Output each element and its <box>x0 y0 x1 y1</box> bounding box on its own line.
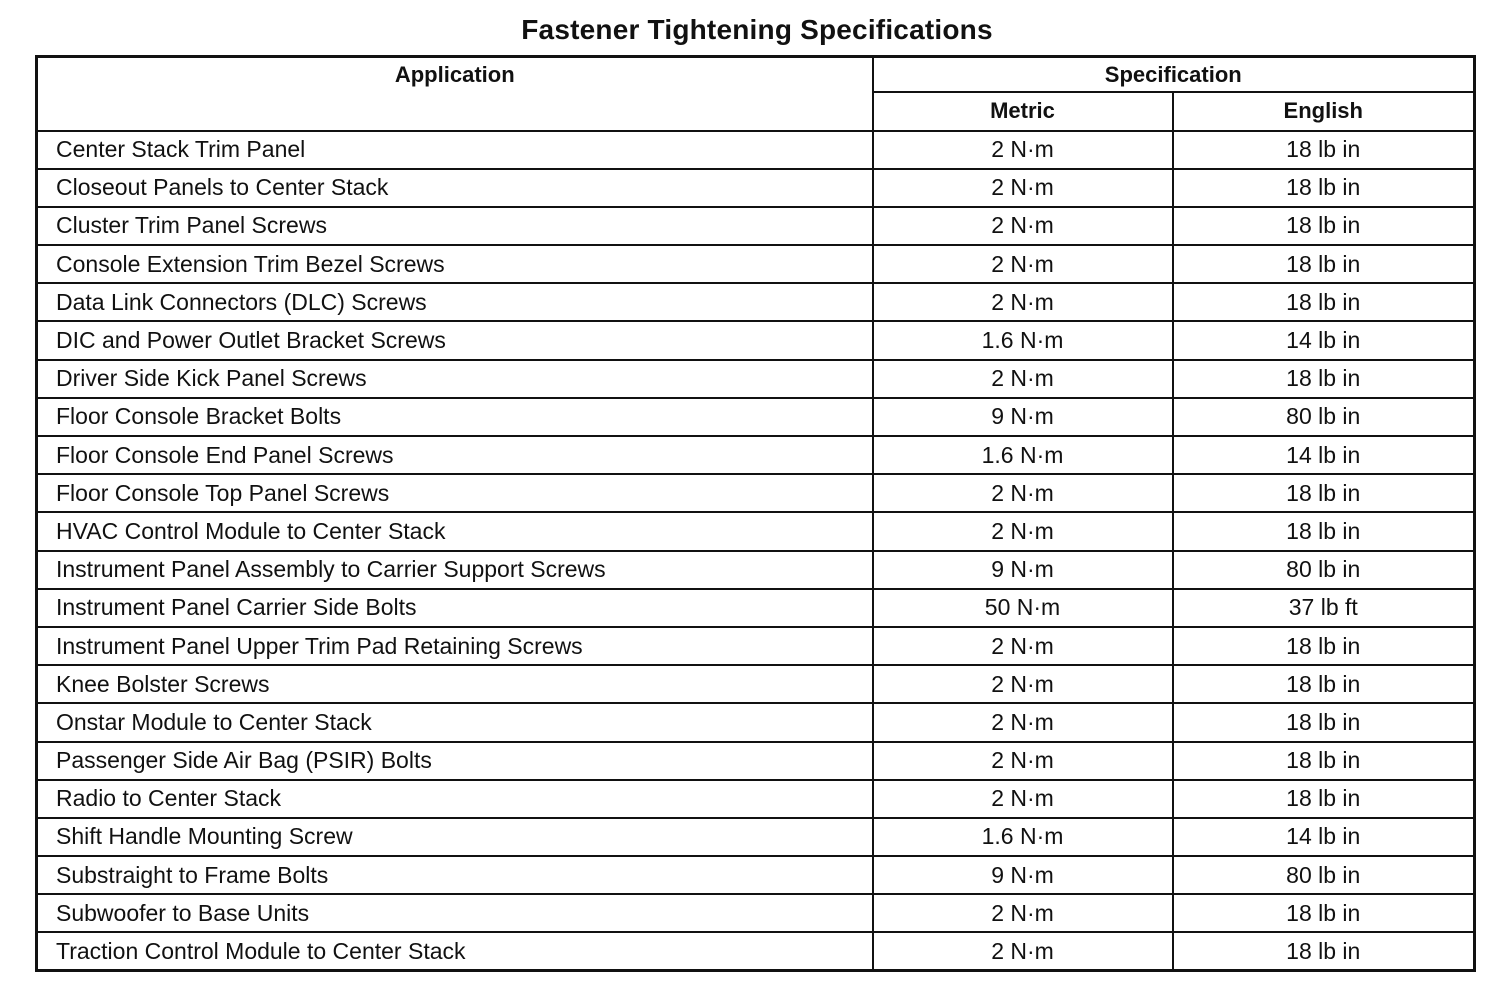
english-cell: 80 lb in <box>1173 398 1475 436</box>
application-cell: DIC and Power Outlet Bracket Screws <box>37 321 873 359</box>
application-cell: Shift Handle Mounting Screw <box>37 818 873 856</box>
metric-cell: 1.6 N·m <box>873 818 1173 856</box>
table-row <box>37 436 1475 474</box>
english-cell: 14 lb in <box>1173 321 1475 359</box>
metric-cell: 9 N·m <box>873 856 1173 894</box>
metric-cell: 2 N·m <box>873 742 1173 780</box>
application-cell: Closeout Panels to Center Stack <box>37 169 873 207</box>
english-cell: 18 lb in <box>1173 742 1475 780</box>
english-cell: 18 lb in <box>1173 283 1475 321</box>
english-cell: 14 lb in <box>1173 818 1475 856</box>
metric-cell: 2 N·m <box>873 131 1173 169</box>
metric-cell: 1.6 N·m <box>873 436 1173 474</box>
application-cell: Console Extension Trim Bezel Screws <box>37 245 873 283</box>
table-row <box>37 665 1475 703</box>
english-cell: 18 lb in <box>1173 703 1475 741</box>
specification-column-header: Specification <box>873 57 1475 92</box>
english-cell: 18 lb in <box>1173 245 1475 283</box>
english-cell: 18 lb in <box>1173 207 1475 245</box>
metric-cell: 2 N·m <box>873 665 1173 703</box>
english-cell: 18 lb in <box>1173 665 1475 703</box>
application-cell: Radio to Center Stack <box>37 780 873 818</box>
metric-cell: 9 N·m <box>873 551 1173 589</box>
application-column-header: Application <box>37 57 873 131</box>
table-row <box>37 551 1475 589</box>
metric-cell: 2 N·m <box>873 207 1173 245</box>
metric-cell: 2 N·m <box>873 283 1173 321</box>
english-column-header: English <box>1173 92 1475 131</box>
metric-cell: 50 N·m <box>873 589 1173 627</box>
table-row <box>37 321 1475 359</box>
application-cell: Data Link Connectors (DLC) Screws <box>37 283 873 321</box>
metric-cell: 2 N·m <box>873 245 1173 283</box>
application-cell: Substraight to Frame Bolts <box>37 856 873 894</box>
english-cell: 18 lb in <box>1173 780 1475 818</box>
metric-cell: 2 N·m <box>873 703 1173 741</box>
table-row <box>37 512 1475 550</box>
english-cell: 18 lb in <box>1173 627 1475 665</box>
table-row <box>37 703 1475 741</box>
english-cell: 18 lb in <box>1173 131 1475 169</box>
table-body <box>37 131 1475 971</box>
metric-cell: 2 N·m <box>873 512 1173 550</box>
application-cell: HVAC Control Module to Center Stack <box>37 512 873 550</box>
table-row <box>37 627 1475 665</box>
metric-cell: 9 N·m <box>873 398 1173 436</box>
metric-cell: 2 N·m <box>873 627 1173 665</box>
english-cell: 80 lb in <box>1173 551 1475 589</box>
metric-column-header: Metric <box>873 92 1173 131</box>
metric-cell: 2 N·m <box>873 894 1173 932</box>
table-row <box>37 780 1475 818</box>
table-row <box>37 207 1475 245</box>
english-cell: 18 lb in <box>1173 894 1475 932</box>
application-cell: Onstar Module to Center Stack <box>37 703 873 741</box>
english-cell: 18 lb in <box>1173 474 1475 512</box>
table-row <box>37 474 1475 512</box>
fastener-spec-table <box>35 55 1476 972</box>
application-cell: Floor Console End Panel Screws <box>37 436 873 474</box>
application-cell: Driver Side Kick Panel Screws <box>37 360 873 398</box>
table-row <box>37 169 1475 207</box>
metric-cell: 2 N·m <box>873 932 1173 970</box>
table-row <box>37 932 1475 970</box>
table-header <box>37 57 1475 131</box>
english-cell: 18 lb in <box>1173 512 1475 550</box>
metric-cell: 2 N·m <box>873 474 1173 512</box>
metric-cell: 1.6 N·m <box>873 321 1173 359</box>
header-row <box>37 57 1475 92</box>
english-cell: 14 lb in <box>1173 436 1475 474</box>
english-cell: 80 lb in <box>1173 856 1475 894</box>
table-row <box>37 283 1475 321</box>
application-cell: Passenger Side Air Bag (PSIR) Bolts <box>37 742 873 780</box>
table-row <box>37 818 1475 856</box>
english-cell: 18 lb in <box>1173 360 1475 398</box>
table-row <box>37 360 1475 398</box>
application-cell: Instrument Panel Upper Trim Pad Retaining Screws <box>37 627 873 665</box>
english-cell: 18 lb in <box>1173 932 1475 970</box>
table-row <box>37 131 1475 169</box>
metric-cell: 2 N·m <box>873 169 1173 207</box>
application-cell: Instrument Panel Assembly to Carrier Support Screws <box>37 551 873 589</box>
page-title: Fastener Tightening Specifications <box>521 14 993 45</box>
application-cell: Instrument Panel Carrier Side Bolts <box>37 589 873 627</box>
application-cell: Floor Console Bracket Bolts <box>37 398 873 436</box>
table-row <box>37 856 1475 894</box>
application-cell: Floor Console Top Panel Screws <box>37 474 873 512</box>
application-cell: Traction Control Module to Center Stack <box>37 932 873 970</box>
table-row <box>37 742 1475 780</box>
table-row <box>37 398 1475 436</box>
table-row <box>37 894 1475 932</box>
application-cell: Cluster Trim Panel Screws <box>37 207 873 245</box>
table-row <box>37 589 1475 627</box>
application-cell: Knee Bolster Screws <box>37 665 873 703</box>
table-row <box>37 245 1475 283</box>
application-cell: Subwoofer to Base Units <box>37 894 873 932</box>
metric-cell: 2 N·m <box>873 360 1173 398</box>
english-cell: 18 lb in <box>1173 169 1475 207</box>
metric-cell: 2 N·m <box>873 780 1173 818</box>
english-cell: 37 lb ft <box>1173 589 1475 627</box>
application-cell: Center Stack Trim Panel <box>37 131 873 169</box>
